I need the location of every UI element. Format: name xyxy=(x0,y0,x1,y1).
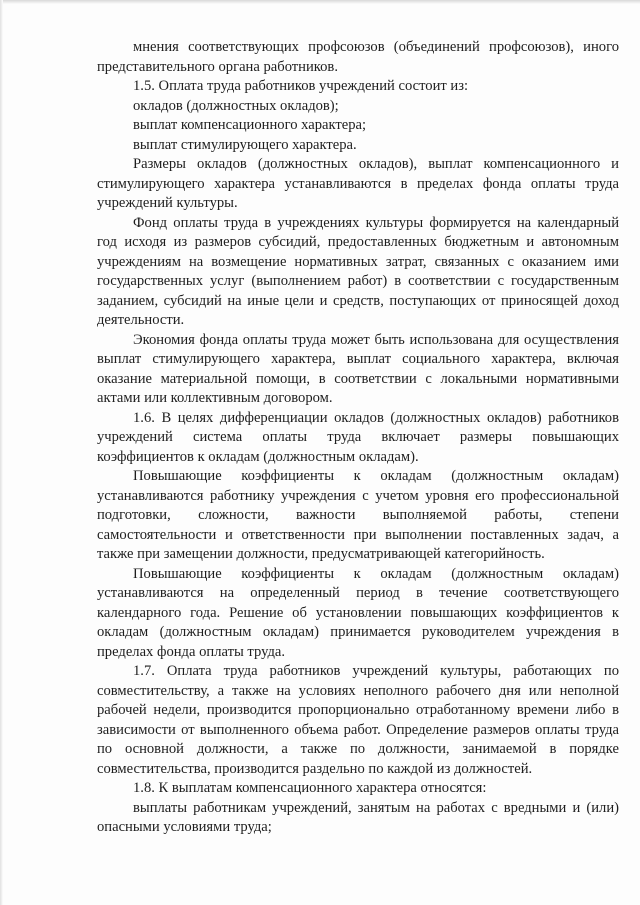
section-1-6-paragraph: 1.6. В целях дифференциации окладов (должностных окладов) работников учреждений система оплаты труда включает размеры повышающих коэффициентов к окладам (должностным окладам). xyxy=(97,409,619,465)
list-item: окладов (должностных окладов); xyxy=(133,97,339,114)
scan-edge-left xyxy=(0,0,3,905)
section-1-8-heading: 1.8. К выплатам компенсационного характера относятся: xyxy=(133,780,487,796)
paragraph: мнения соответствующих профсоюзов (объединений профсоюзов), иного представительного органа работников. xyxy=(97,39,619,75)
paragraph: Повышающие коэффициенты к окладам (должностным окладам) устанавливаются работнику учреждения с учетом уровня его профессиональной подготовки, сложности, важности выполняемой работы, степени самостоятельности и ответственности при выполнении поставленных задач, а также при замещении должности, предусматривающей категорийность. xyxy=(97,468,619,562)
section-1-7-paragraph: 1.7. Оплата труда работников учреждений культуры, работающих по совместительству, а также на условиях неполного рабочего дня или неполной рабочей недели, производится пропорционально отработанному времени либо в зависимости от выполненного объема работ. Определение размеров оплаты труда по основной должности, а также по должности, занимаемой в порядке совместительства, производится раздельно по каждой из должностей. xyxy=(97,663,619,777)
section-1-5-heading: 1.5. Оплата труда работников учреждений состоит из: xyxy=(133,78,469,94)
list-item: выплат стимулирующего характера. xyxy=(133,136,357,153)
scan-edge-top xyxy=(0,0,640,4)
paragraph: выплаты работникам учреждений, занятым на работах с вредными и (или) опасными условиями труда; xyxy=(97,799,619,835)
list-item: выплат компенсационного характера; xyxy=(133,117,367,133)
paragraph: Размеры окладов (должностных окладов), выплат компенсационного и стимулирующего характера устанавливаются в пределах фонда оплаты труда учреждений культуры. xyxy=(97,156,619,211)
document-body xyxy=(97,38,619,838)
paragraph: Фонд оплаты труда в учреждениях культуры формируется на календарный год исходя из размеров субсидий, предоставленных бюджетным и автономным учреждениям на возмещение нормативных затрат, связанных с оказанием ими государственных услуг (выполнением работ) в соответствии с государственным заданием, субсидий на иные цели и средств, поступающих от приносящей доход деятельности. xyxy=(97,214,619,328)
paragraph: Повышающие коэффициенты к окладам (должностным окладам) устанавливаются на определенный период в течение соответствующего календарного года. Решение об установлении повышающих коэффициентов к окладам (должностным окладам) принимается руководителем учреждения в пределах фонда оплаты труда. xyxy=(97,565,619,660)
paragraph: Экономия фонда оплаты труда может быть использована для осуществления выплат стимулирующего характера, выплат социального характера, включая оказание материальной помощи, в соответствии с локальными нормативными актами или коллективным договором. xyxy=(97,331,619,406)
